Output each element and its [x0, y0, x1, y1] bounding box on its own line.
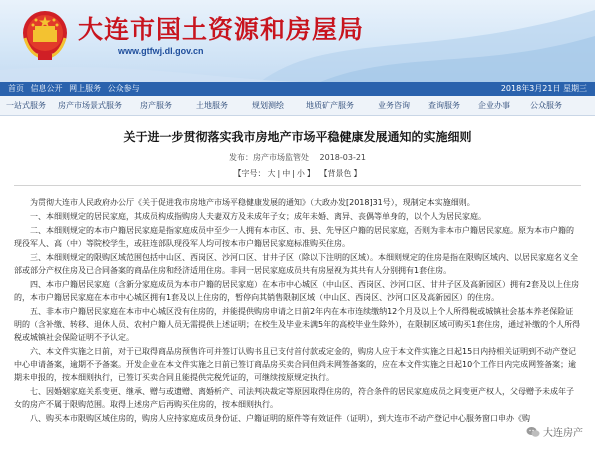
nav-public-participation[interactable]: 公众参与 [107, 84, 140, 93]
article-date: 2018-03-21 [319, 153, 367, 162]
article-paragraph: 七、因婚姻家庭关系变更、继承、赠与或遗赠、离婚析产、司法判决裁定等原因取得住房的，符合条件的居民家庭成员之间变更产权人，父母赠予未成年子女的房产不属于限购范围。取得上述房产后再购买住房的，按本细则执行。 [14, 387, 574, 409]
font-size-large[interactable]: 大 [267, 169, 276, 178]
font-size-end: 】 [306, 169, 315, 178]
article-title: 关于进一步贯彻落实我市房地产市场平稳健康发展通知的实施细则 [123, 130, 472, 144]
top-navigation [0, 82, 595, 96]
top-nav-links [8, 82, 144, 96]
article-paragraph: 八、购买本市限购区域住房的，购房人应持家庭成员身份证、户籍证明的原件等有效证件（证明），到大连市不动产登记中心服务窗口申办《购 [30, 414, 530, 423]
nav-online-service[interactable]: 网上服务 [69, 84, 102, 93]
article-paragraph: 一、本细则规定的居民家庭，其成员构成指购房人夫妻双方及未成年子女；成年未婚、离异、丧偶等单身的，以个人为居民家庭。 [30, 212, 486, 221]
nav-home[interactable]: 首页 [8, 84, 24, 93]
subnav-public[interactable]: 公众服务 [530, 101, 562, 110]
subnav-geology-mining[interactable]: 地质矿产服务 [306, 101, 354, 110]
article-body [14, 196, 581, 426]
article-paragraph: 二、本细则规定的本市户籍居民家庭是指家庭成员中至少一人拥有本市区、市、县、先导区户籍的居民家庭，否则为非本市户籍居民家庭。原为本市户籍的现役军人、高（中）等院校学生，或驻连部队现役军人均可按本市户籍居民家庭标准购买住房。 [14, 226, 574, 248]
watermark [522, 423, 587, 440]
subnav-land-service[interactable]: 土地服务 [196, 101, 228, 110]
font-size-small[interactable]: 小 [296, 169, 305, 178]
article-paragraph: 三、本细则规定的限购区域范围包括中山区、西岗区、沙河口区、甘井子区（除以下注明的区域）。本细则规定的住房是指在限购区域内、以居民家庭名义全部或部分产权住房及已合同备案的商品住房和经济适用住房。非同一居民家庭成员共有房屋视为其共有人分别拥有1套住房。 [14, 253, 578, 275]
title-divider [14, 185, 581, 186]
article-tools: 【字号： 大 | 中 | 小 】 【背景色 】 [233, 169, 362, 178]
national-emblem-icon [20, 8, 70, 62]
bg-end: 】 [353, 169, 362, 178]
article-paragraph: 五、非本市户籍居民家庭在本市中心城区没有住房的，并能提供购房申请之日前2年内在本市连续缴纳12个月及以上个人所得税或城镇社会基本养老保险证明的（含补缴、转移、退休人员、农村户籍人员无需提供上述证明；在校生及毕业未满5年的高校毕业生除外），在限制区域可购买1套住房，通过补缴的个人所得税或城镇社会保险证明不予认定。 [14, 307, 581, 342]
watermark-text: 大连房产 [543, 428, 583, 439]
font-size-medium[interactable]: 中 [282, 169, 291, 178]
site-url[interactable]: www.gtfwj.dl.gov.cn [118, 46, 204, 56]
subnav-one-stop[interactable]: 一站式服务 [6, 101, 46, 110]
article-meta [0, 152, 595, 163]
article-paragraph: 四、本市户籍居民家庭（含新分家庭成员为本市户籍的居民家庭）在本市中心城区（中山区、西岗区、沙河口区、甘井子区及高新园区）拥有2套及以上住房的，本市户籍居民家庭在本市中心城区拥有1套及以上住房的，暂停向其销售限制区域（中山区、西岗区、沙河口区及高新园区）的住房。 [14, 280, 580, 302]
subnav-query[interactable]: 查询服务 [428, 101, 460, 110]
subnav-housing-service[interactable]: 房产服务 [140, 101, 172, 110]
article-paragraph: 为贯彻大连市人民政府办公厅《关于促进我市房地产市场平稳健康发展的通知》（大政办发[2018]31号），现制定本实施细则。 [30, 198, 475, 207]
subnav-consulting[interactable]: 业务咨询 [378, 101, 410, 110]
subnav-enterprise[interactable]: 企业办事 [478, 101, 510, 110]
current-date: 2018年3月21日 星期三 [500, 84, 587, 93]
nav-info-public[interactable]: 信息公开 [30, 84, 63, 93]
header-banner [0, 0, 595, 82]
wechat-icon [526, 426, 540, 438]
article-paragraph: 六、本文件实施之日前，对于已取得商品房预售许可并签订认购书且已支付首付款或定金的，购房人应于本文件实施之日起15日内持相关证明到不动产登记中心申请备案，逾期不予备案。开发企业在本文件实施之日前已签订商品房买卖合同但尚未网签备案的，应在本文件实施之日起10个工作日内完成网签备案；逾期未申报的，按本细则执行，已签订买卖合同且能提供完税凭证的，可继续按原规定执行。 [14, 347, 577, 382]
background-color-toggle[interactable]: 【背景色 [319, 169, 352, 178]
site-title: 大连市国土资源和房屋局 [78, 15, 365, 44]
article-source: 发布：房产市场监管处 [228, 153, 309, 162]
subnav-market-scene[interactable]: 房产市场景式服务 [58, 101, 122, 110]
service-navigation [0, 96, 595, 116]
subnav-planning-survey[interactable]: 规划测绘 [252, 101, 284, 110]
font-size-label: 【字号： [233, 169, 266, 178]
